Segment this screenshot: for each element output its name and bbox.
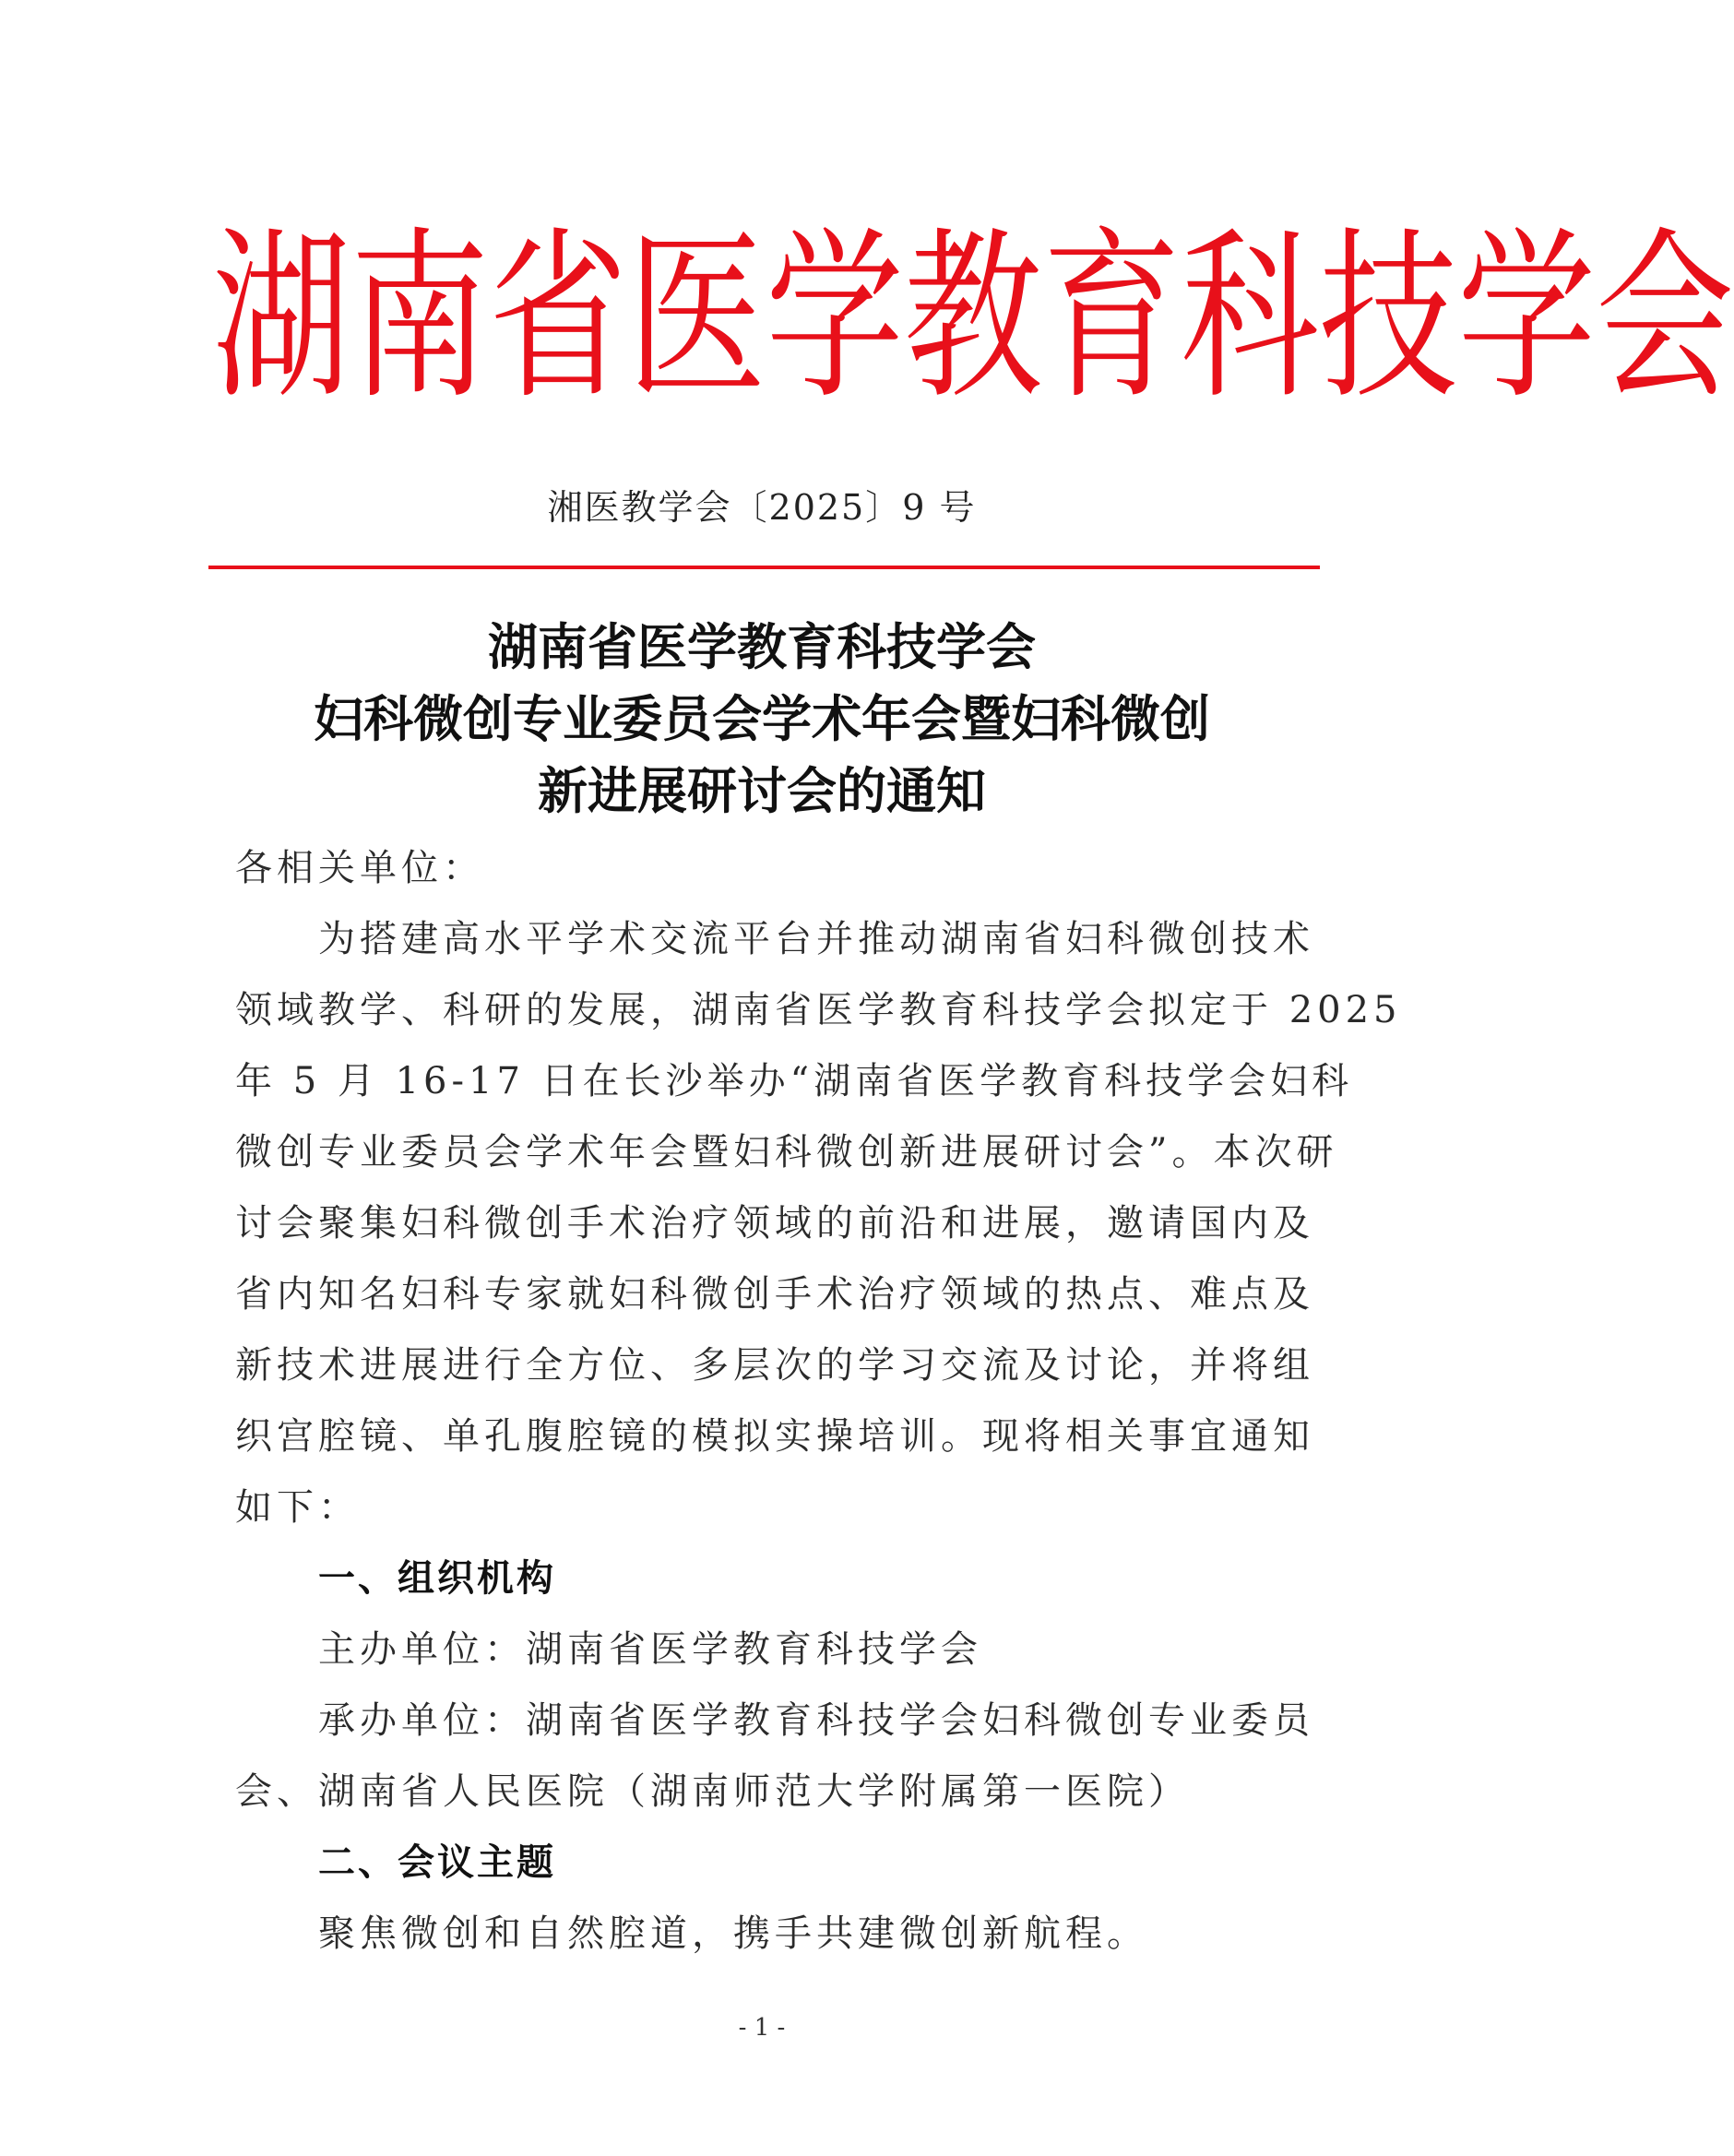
paragraph-line: 为搭建高水平学术交流平台并推动湖南省妇科微创技术 (318, 918, 1314, 960)
notice-body (235, 833, 1402, 1970)
paragraph-line: 微创专业委员会学术年会暨妇科微创新进展研讨会”。本次研 (235, 1131, 1338, 1173)
letterhead-char: 学 (1457, 212, 1597, 424)
salutation: 各相关单位： (235, 847, 484, 889)
red-divider-line (208, 566, 1320, 569)
paragraph-line: 织宫腔镜、单孔腹腔镜的模拟实操培训。现将相关事宜通知 (235, 1415, 1314, 1458)
letterhead-char: 育 (1042, 212, 1182, 424)
paragraph-line: 如下： (235, 1486, 360, 1529)
paragraph-line: 讨会聚集妇科微创手术治疗领域的前沿和进展，邀请国内及 (235, 1202, 1314, 1245)
paragraph-line: 省内知名妇科专家就妇科微创手术治疗领域的热点、难点及 (235, 1273, 1314, 1316)
section-heading-organization: 一、组织机构 (318, 1557, 556, 1600)
title-line: 湖南省医学教育科技学会 (488, 617, 1036, 676)
title-line: 妇科微创专业委员会学术年会暨妇科微创 (314, 689, 1210, 748)
letterhead-char: 南 (350, 212, 490, 424)
letterhead-char: 湖 (212, 212, 351, 424)
paragraph-line: 年 5 月 16-17 日在长沙举办“湖南省医学教育科技学会妇科 (235, 1060, 1354, 1102)
title-line: 新进展研讨会的通知 (538, 761, 986, 820)
organizer-line: 承办单位：湖南省医学教育科技学会妇科微创专业委员 (318, 1699, 1314, 1742)
letterhead-char: 科 (1181, 212, 1320, 424)
organizer-line: 会、湖南省人民医院（湖南师范大学附属第一医院） (235, 1770, 1190, 1813)
host-unit-line: 主办单位：湖南省医学教育科技学会 (318, 1628, 982, 1671)
document-number: 湘医教学会〔2025〕9 号 (547, 487, 977, 528)
paragraph-line: 新技术进展进行全方位、多层次的学习交流及讨论，并将组 (235, 1344, 1314, 1387)
letterhead-char: 医 (627, 212, 766, 424)
org-letterhead (212, 212, 1734, 424)
paragraph-line: 领域教学、科研的发展，湖南省医学教育科技学会拟定于 2025 (235, 989, 1402, 1031)
notice-title (0, 611, 1524, 827)
letterhead-char: 技 (1319, 212, 1458, 424)
letterhead-char: 省 (489, 212, 628, 424)
letterhead-char: 教 (904, 212, 1043, 424)
letterhead-char: 会 (1596, 212, 1734, 424)
theme-line: 聚焦微创和自然腔道，携手共建微创新航程。 (318, 1912, 1148, 1955)
page-number: - 1 - (738, 2014, 786, 2042)
section-heading-theme: 二、会议主题 (318, 1841, 556, 1884)
letterhead-char: 学 (766, 212, 905, 424)
